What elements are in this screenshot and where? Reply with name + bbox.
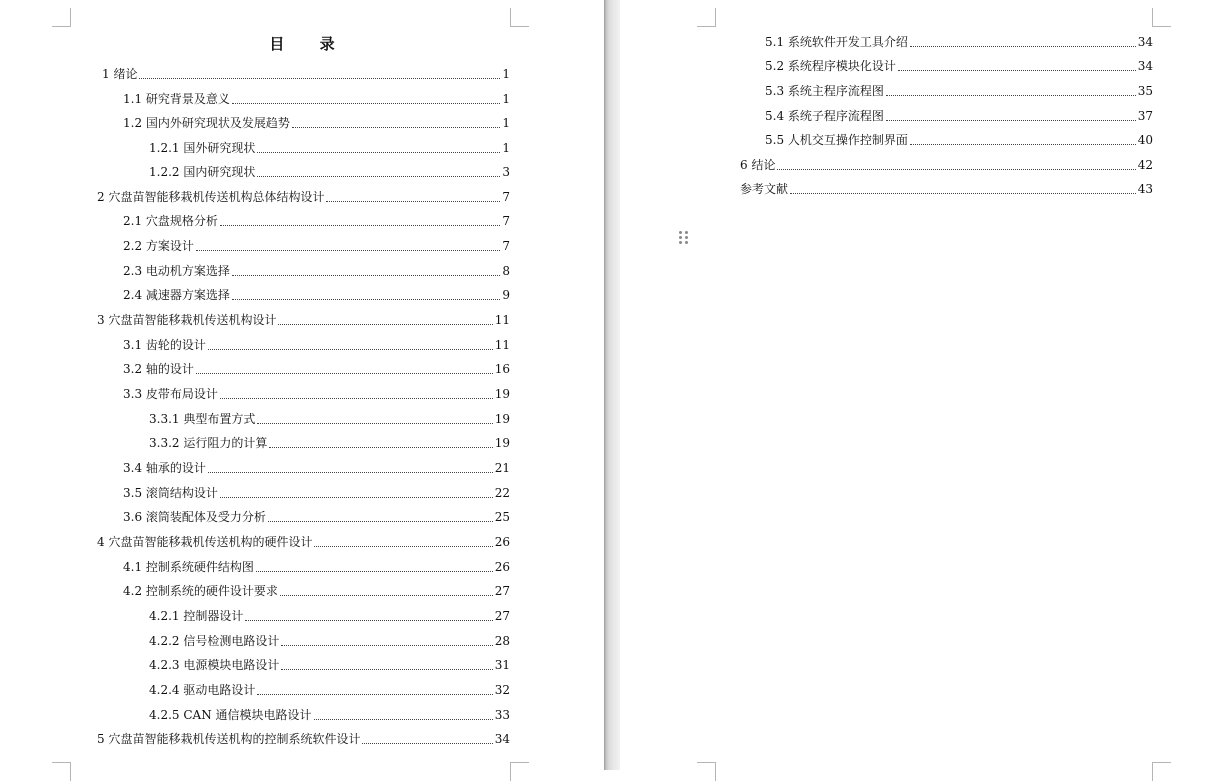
drag-handle-icon[interactable] [679,231,689,245]
toc-entry-label: 3.1 齿轮的设计 [123,338,206,352]
toc-entry-label: 5.3 系统主程序流程图 [765,84,884,98]
toc-entry-page: 26 [494,535,510,549]
toc-entry[interactable] [765,30,1153,50]
toc-entry[interactable] [97,727,510,747]
toc-entry-label: 3 穴盘苗智能移栽机传送机构设计 [97,313,277,327]
toc-entry[interactable] [740,153,1153,173]
toc-entry-page: 28 [494,634,510,648]
toc-entry-label: 1.2.1 国外研究现状 [149,141,256,155]
toc-entry-page: 35 [1137,84,1153,98]
toc-entry-page: 19 [494,436,510,450]
toc-entry[interactable] [123,111,510,131]
toc-entry-page: 34 [1137,59,1153,73]
toc-entry-label: 4.2.1 控制器设计 [149,609,244,623]
toc-entry-label: 4.2 控制系统的硬件设计要求 [123,584,278,598]
toc-entry[interactable] [149,160,510,180]
toc-leader [790,193,1136,194]
toc-entry-page: 34 [494,732,510,746]
toc-entry-label: 5.5 人机交互操作控制界面 [765,133,908,147]
toc-entry-page: 22 [494,486,510,500]
toc-leader [220,398,493,399]
toc-entry-label: 1 绪论 [102,67,138,81]
toc-entry-page: 40 [1137,133,1153,147]
toc-leader [220,497,493,498]
toc-entry-page: 8 [502,264,510,278]
toc-entry-label: 3.3 皮带布局设计 [123,387,218,401]
toc-entry[interactable] [123,555,510,575]
toc-entry[interactable] [123,209,510,229]
toc-entry-page: 19 [494,387,510,401]
toc-entry[interactable] [149,407,510,427]
toc-entry[interactable] [123,87,510,107]
toc-entry-label: 2.1 穴盘规格分析 [123,214,218,228]
toc-leader [232,299,500,300]
toc-leader [314,719,493,720]
toc-entry-label: 5.4 系统子程序流程图 [765,109,884,123]
toc-entry-label: 参考文献 [740,182,789,196]
toc-entry[interactable] [149,431,510,451]
toc-entry-page: 1 [502,67,510,81]
toc-entry-label: 3.6 滚筒装配体及受力分析 [123,510,266,524]
toc-entry-label: 4.1 控制系统硬件结构图 [123,560,254,574]
toc-entry-page: 21 [494,461,510,475]
toc-leader [898,70,1136,71]
toc-entry-label: 3.4 轴承的设计 [123,461,206,475]
toc-leader [257,694,492,695]
toc-leader [362,743,492,744]
toc-leader [326,201,500,202]
toc-entry-page: 7 [502,239,510,253]
toc-leader [256,571,493,572]
toc-entry-page: 26 [494,560,510,574]
toc-entry[interactable] [149,629,510,649]
toc-entry-page: 31 [494,658,510,672]
toc-entry-page: 1 [502,92,510,106]
toc-leader [281,645,492,646]
toc-leader [910,46,1136,47]
toc-entry-label: 4.2.2 信号检测电路设计 [149,634,280,648]
toc-leader [278,324,492,325]
toc-entry[interactable] [123,283,510,303]
toc-leader [208,472,493,473]
toc-leader [886,95,1136,96]
toc-entry[interactable] [149,678,510,698]
toc-entry-page: 37 [1137,109,1153,123]
toc-entry[interactable] [149,136,510,156]
toc-entry-label: 5 穴盘苗智能移栽机传送机构的控制系统软件设计 [97,732,361,746]
toc-entry[interactable] [765,128,1153,148]
toc-entry-page: 42 [1137,158,1153,172]
toc-entry-label: 3.2 轴的设计 [123,362,194,376]
toc-entry-page: 11 [494,313,510,327]
toc-leader [245,620,492,621]
toc-leader [232,103,500,104]
toc-leader [281,669,492,670]
toc-leader [292,127,500,128]
crop-mark-top-right [510,8,529,27]
toc-entry-page: 16 [494,362,510,376]
toc-leader [257,152,500,153]
toc-entry[interactable] [740,177,1153,197]
toc-entry-page: 19 [494,412,510,426]
toc-entry[interactable] [123,456,510,476]
crop-mark-top-left [52,8,71,27]
toc-entry-page: 1 [502,116,510,130]
toc-leader [196,250,500,251]
toc-leader [208,349,493,350]
toc-entry-label: 3.3.1 典型布置方式 [149,412,256,426]
document-page-right [620,0,1205,770]
crop-mark-top-left [697,8,716,27]
toc-entry-page: 25 [494,510,510,524]
toc-entry-label: 4 穴盘苗智能移栽机传送机构的硬件设计 [97,535,313,549]
toc-leader [196,373,493,374]
crop-mark-top-right [1152,8,1171,27]
toc-entry-page: 27 [494,584,510,598]
toc-entry-page: 32 [494,683,510,697]
toc-entry-label: 1.2 国内外研究现状及发展趋势 [123,116,290,130]
toc-entry[interactable] [123,505,510,525]
toc-entry-label: 2.4 减速器方案选择 [123,288,230,302]
toc-entry[interactable] [149,604,510,624]
toc-leader [886,120,1136,121]
toc-entry-label: 4.2.4 驱动电路设计 [149,683,256,697]
toc-entry-label: 3.5 滚筒结构设计 [123,486,218,500]
toc-entry-label: 3.3.2 运行阻力的计算 [149,436,268,450]
toc-leader [257,423,492,424]
toc-leader [280,595,493,596]
toc-entry-page: 34 [1137,35,1153,49]
toc-entry[interactable] [149,703,510,723]
toc-entry-page: 43 [1137,182,1153,196]
toc-entry[interactable] [102,62,510,82]
toc-leader [314,546,492,547]
toc-entry-page: 7 [502,190,510,204]
toc-entry[interactable] [765,54,1153,74]
toc-entry-label: 5.1 系统软件开发工具介绍 [765,35,908,49]
toc-leader [269,447,492,448]
document-page-left [0,0,604,770]
crop-mark-bottom-left [697,762,716,781]
toc-entry-label: 5.2 系统程序模块化设计 [765,59,896,73]
toc-leader [777,169,1135,170]
toc-entry-label: 1.2.2 国内研究现状 [149,165,256,179]
toc-entry-label: 2.3 电动机方案选择 [123,264,230,278]
toc-entry-page: 1 [502,141,510,155]
toc-entry[interactable] [97,530,510,550]
crop-mark-bottom-left [52,762,71,781]
toc-leader [232,275,500,276]
toc-entry-page: 9 [502,288,510,302]
toc-entry[interactable] [97,185,510,205]
toc-entry-label: 2.2 方案设计 [123,239,194,253]
crop-mark-bottom-right [1152,762,1171,781]
toc-leader [268,521,493,522]
toc-entry[interactable] [123,333,510,353]
toc-entry-label: 1.1 研究背景及意义 [123,92,230,106]
toc-entry[interactable] [765,79,1153,99]
toc-entry[interactable] [123,579,510,599]
toc-entry-label: 6 结论 [740,158,776,172]
toc-entry[interactable] [97,308,510,328]
toc-leader [220,225,500,226]
toc-entry[interactable] [123,234,510,254]
toc-entry[interactable] [123,481,510,501]
toc-title: 目 录 [269,35,350,53]
toc-entry[interactable] [149,653,510,673]
toc-entry-label: 4.2.3 电源模块电路设计 [149,658,280,672]
toc-leader [139,78,500,79]
toc-entry-page: 11 [494,338,510,352]
toc-entry-page: 7 [502,214,510,228]
toc-entry-page: 33 [494,708,510,722]
toc-entry-label: 4.2.5 CAN 通信模块电路设计 [149,708,312,722]
toc-entry[interactable] [123,382,510,402]
crop-mark-bottom-right [510,762,529,781]
toc-entry-page: 27 [494,609,510,623]
page-gutter [604,0,620,770]
toc-entry[interactable] [123,259,510,279]
toc-entry[interactable] [765,104,1153,124]
toc-entry-page: 3 [502,165,510,179]
toc-entry[interactable] [123,357,510,377]
toc-entry-label: 2 穴盘苗智能移栽机传送机构总体结构设计 [97,190,325,204]
toc-leader [257,176,500,177]
toc-leader [910,144,1136,145]
